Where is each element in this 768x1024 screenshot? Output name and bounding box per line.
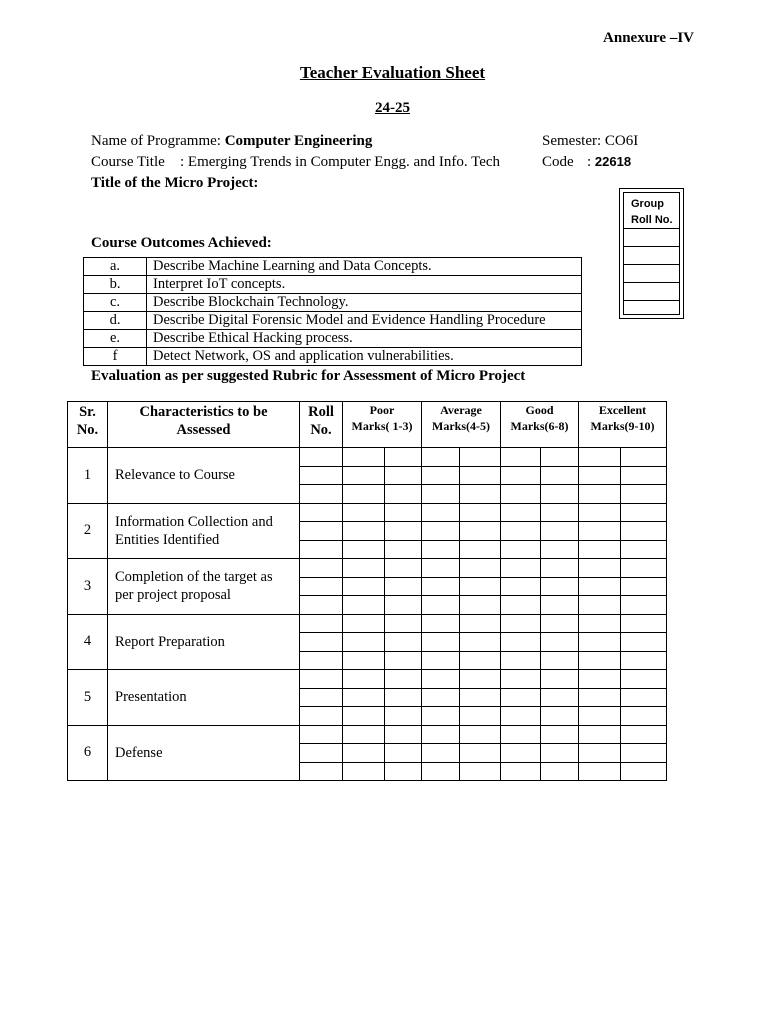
marks-cell[interactable] [343,688,385,707]
marks-cell[interactable] [343,448,385,467]
marks-cell[interactable] [460,522,501,541]
code-value: 22618 [594,154,632,169]
characteristic-line1: Report Preparation [115,633,225,650]
marks-cell[interactable] [541,688,579,707]
marks-cell[interactable] [621,448,667,467]
marks-cell[interactable] [422,633,460,652]
marks-cell[interactable] [422,577,460,596]
marks-cell[interactable] [422,725,460,744]
roll-header-line2: No. [310,422,332,438]
marks-cell[interactable] [460,762,501,781]
rubric-characteristic [108,448,300,504]
outcome-letter: a. [84,258,147,276]
marks-cell[interactable] [385,614,422,633]
marks-cell[interactable] [385,448,422,467]
marks-cell[interactable] [579,725,621,744]
rubric-sr-no: 3 [68,559,108,615]
marks-cell[interactable] [579,707,621,726]
roll-no-cell[interactable] [300,707,343,726]
marks-cell[interactable] [460,540,501,559]
marks-cell[interactable] [541,596,579,615]
characteristic-line1: Relevance to Course [115,467,235,484]
marks-cell[interactable] [460,744,501,763]
marks-cell[interactable] [579,651,621,670]
marks-cell[interactable] [541,466,579,485]
marks-cell[interactable] [621,540,667,559]
marks-cell[interactable] [460,466,501,485]
rubric-sr-no: 5 [68,670,108,726]
marks-cell[interactable] [460,688,501,707]
page-title: Teacher Evaluation Sheet [299,63,486,82]
marks-cell[interactable] [422,485,460,504]
roll-no-cell[interactable] [300,485,343,504]
marks-cell[interactable] [579,614,621,633]
marks-cell[interactable] [541,503,579,522]
code-line [587,154,631,171]
course-title-label: Course Title [91,154,165,170]
programme-line [91,133,372,150]
average-header-line1: Average [440,403,482,417]
outcome-text: Describe Blockchain Technology. [147,294,582,312]
marks-cell[interactable] [385,596,422,615]
marks-cell[interactable] [343,540,385,559]
marks-cell[interactable] [501,485,541,504]
outcome-text: Interpret IoT concepts. [147,276,582,294]
marks-cell[interactable] [460,651,501,670]
marks-cell[interactable] [621,503,667,522]
marks-cell[interactable] [460,596,501,615]
marks-cell[interactable] [460,633,501,652]
marks-cell[interactable] [541,448,579,467]
sr-no-header [68,402,108,448]
outcome-text: Describe Ethical Hacking process. [147,330,582,348]
characteristic-line1: Defense [115,744,163,761]
marks-cell[interactable] [422,651,460,670]
marks-cell[interactable] [579,559,621,578]
good-header [501,402,579,448]
excellent-header-line1: Excellent [598,403,647,417]
marks-cell[interactable] [501,688,541,707]
marks-cell[interactable] [422,466,460,485]
marks-cell[interactable] [343,485,385,504]
marks-cell[interactable] [541,670,579,689]
marks-cell[interactable] [541,744,579,763]
marks-cell[interactable] [460,614,501,633]
marks-cell[interactable] [579,762,621,781]
rubric-sr-no: 1 [68,448,108,504]
marks-cell[interactable] [343,596,385,615]
marks-cell[interactable] [501,466,541,485]
marks-cell[interactable] [343,725,385,744]
characteristics-header [108,402,300,448]
course-outcomes-table [83,257,582,366]
group-roll-cell[interactable] [624,283,679,301]
code-label: Code [542,154,574,170]
roll-no-cell[interactable] [300,596,343,615]
roll-no-cell[interactable] [300,540,343,559]
marks-cell[interactable] [422,670,460,689]
group-roll-cell[interactable] [624,301,679,319]
marks-cell[interactable] [541,651,579,670]
sr-header-line1: Sr. [79,404,96,420]
rubric-heading: Evaluation as per suggested Rubric for Assessment of Micro Project [91,368,526,384]
marks-cell[interactable] [422,448,460,467]
group-roll-title-line2: Roll No. [631,214,673,226]
rubric-sub-row [68,725,667,744]
marks-cell[interactable] [385,559,422,578]
marks-cell[interactable] [501,559,541,578]
marks-cell[interactable] [422,762,460,781]
marks-cell[interactable] [343,707,385,726]
marks-cell[interactable] [422,688,460,707]
marks-cell[interactable] [343,633,385,652]
group-roll-cell[interactable] [624,247,679,265]
rubric-body [68,448,667,781]
marks-cell[interactable] [579,448,621,467]
marks-cell[interactable] [460,707,501,726]
roll-no-cell[interactable] [300,688,343,707]
outcome-text: Detect Network, OS and application vulnerabilities. [147,348,582,366]
marks-cell[interactable] [579,540,621,559]
marks-cell[interactable] [579,522,621,541]
marks-cell[interactable] [501,670,541,689]
marks-cell[interactable] [385,688,422,707]
academic-year: 24-25 [375,100,410,116]
marks-cell[interactable] [460,503,501,522]
marks-cell[interactable] [460,559,501,578]
rubric-sr-no: 6 [68,725,108,781]
good-header-line1: Good [525,403,554,417]
marks-cell[interactable] [422,614,460,633]
marks-cell[interactable] [343,651,385,670]
semester-text: Semester: CO6I [542,133,639,149]
roll-no-cell[interactable] [300,448,343,467]
marks-cell[interactable] [460,485,501,504]
rubric-table [67,401,667,781]
marks-cell[interactable] [343,559,385,578]
group-roll-box [619,188,684,319]
marks-cell[interactable] [385,577,422,596]
average-header-line2: Marks(4-5) [432,419,490,433]
marks-cell[interactable] [621,670,667,689]
marks-cell[interactable] [501,614,541,633]
sr-header-line2: No. [76,422,99,438]
marks-cell[interactable] [579,688,621,707]
marks-cell[interactable] [579,633,621,652]
outcome-letter: c. [84,294,147,312]
characteristic-line2: per project proposal [115,587,231,604]
marks-cell[interactable] [541,633,579,652]
excellent-header-line2: Marks(9-10) [590,419,655,433]
marks-cell[interactable] [422,707,460,726]
marks-cell[interactable] [422,522,460,541]
marks-cell[interactable] [385,651,422,670]
course-outcomes-heading: Course Outcomes Achieved: [91,235,272,251]
marks-cell[interactable] [343,614,385,633]
marks-cell[interactable] [385,725,422,744]
rubric-header-row [68,402,667,448]
marks-cell[interactable] [621,744,667,763]
marks-cell[interactable] [422,744,460,763]
rubric-characteristic [108,725,300,781]
roll-no-cell[interactable] [300,633,343,652]
marks-cell[interactable] [385,522,422,541]
marks-cell[interactable] [385,466,422,485]
marks-cell[interactable] [343,503,385,522]
roll-header-line1: Roll [308,404,334,420]
marks-cell[interactable] [501,744,541,763]
marks-cell[interactable] [621,522,667,541]
marks-cell[interactable] [579,503,621,522]
marks-cell[interactable] [621,651,667,670]
marks-cell[interactable] [541,725,579,744]
marks-cell[interactable] [501,522,541,541]
characteristic-line1: Completion of the target as [115,569,273,586]
poor-header-line1: Poor [369,403,395,417]
code-colon: : [587,154,595,170]
marks-cell[interactable] [621,725,667,744]
outcome-letter: b. [84,276,147,294]
outcome-text: Describe Digital Forensic Model and Evidence Handling Procedure [147,312,582,330]
rubric-characteristic [108,559,300,615]
marks-cell[interactable] [501,651,541,670]
group-roll-title-line1: Group [631,198,664,210]
micro-project-title-label: Title of the Micro Project: [91,175,259,191]
roll-no-cell[interactable] [300,744,343,763]
good-header-line2: Marks(6-8) [510,419,569,433]
marks-cell[interactable] [621,762,667,781]
marks-cell[interactable] [422,540,460,559]
rubric-characteristic [108,503,300,559]
marks-cell[interactable] [343,762,385,781]
rubric-sr-no: 4 [68,614,108,670]
marks-cell[interactable] [621,559,667,578]
marks-cell[interactable] [501,762,541,781]
marks-cell[interactable] [385,540,422,559]
roll-no-cell[interactable] [300,762,343,781]
outcome-row [84,312,582,330]
roll-no-cell[interactable] [300,522,343,541]
marks-cell[interactable] [422,559,460,578]
marks-cell[interactable] [460,725,501,744]
marks-cell[interactable] [343,522,385,541]
outcome-row [84,330,582,348]
marks-cell[interactable] [621,707,667,726]
marks-cell[interactable] [621,688,667,707]
outcome-text: Describe Machine Learning and Data Concepts. [147,258,582,276]
marks-cell[interactable] [579,466,621,485]
excellent-header [579,402,667,448]
rubric-characteristic [108,614,300,670]
average-header [422,402,501,448]
characteristic-line1: Information Collection and [115,513,273,530]
marks-cell[interactable] [541,540,579,559]
roll-no-cell[interactable] [300,725,343,744]
roll-no-cell[interactable] [300,466,343,485]
outcome-row [84,258,582,276]
roll-no-cell[interactable] [300,559,343,578]
char-header-line2: Assessed [176,422,231,438]
outcome-letter: d. [84,312,147,330]
marks-cell[interactable] [501,633,541,652]
marks-cell[interactable] [385,485,422,504]
marks-cell[interactable] [501,596,541,615]
marks-cell[interactable] [422,503,460,522]
marks-cell[interactable] [579,596,621,615]
course-title-value: : Emerging Trends in Computer Engg. and Info. Tech [180,154,501,170]
programme-value: Computer Engineering [224,133,373,149]
marks-cell[interactable] [385,744,422,763]
marks-cell[interactable] [343,744,385,763]
group-roll-cell[interactable] [624,265,679,283]
roll-no-cell[interactable] [300,670,343,689]
roll-no-header [300,402,343,448]
marks-cell[interactable] [621,485,667,504]
programme-label: Name of Programme: [91,133,225,149]
poor-header [343,402,422,448]
marks-cell[interactable] [501,577,541,596]
marks-cell[interactable] [385,762,422,781]
characteristic-line2: Entities Identified [115,531,220,548]
marks-cell[interactable] [541,559,579,578]
outcome-row [84,348,582,366]
outcome-row [84,276,582,294]
marks-cell[interactable] [343,577,385,596]
roll-no-cell[interactable] [300,614,343,633]
rubric-sub-row [68,559,667,578]
rubric-sub-row [68,670,667,689]
marks-cell[interactable] [541,707,579,726]
marks-cell[interactable] [501,540,541,559]
group-roll-inner [623,192,680,315]
marks-cell[interactable] [460,448,501,467]
marks-cell[interactable] [621,596,667,615]
marks-cell[interactable] [343,670,385,689]
marks-cell[interactable] [460,577,501,596]
marks-cell[interactable] [541,522,579,541]
outcome-letter: e. [84,330,147,348]
marks-cell[interactable] [541,485,579,504]
marks-cell[interactable] [541,762,579,781]
roll-no-cell[interactable] [300,651,343,670]
marks-cell[interactable] [621,614,667,633]
rubric-sub-row [68,614,667,633]
marks-cell[interactable] [621,466,667,485]
marks-cell[interactable] [385,633,422,652]
marks-cell[interactable] [501,707,541,726]
marks-cell[interactable] [385,670,422,689]
marks-cell[interactable] [501,503,541,522]
marks-cell[interactable] [579,577,621,596]
rubric-characteristic [108,670,300,726]
marks-cell[interactable] [621,577,667,596]
annexure-label: Annexure –IV [603,30,694,46]
marks-cell[interactable] [343,466,385,485]
poor-header-line2: Marks( 1-3) [351,419,413,433]
marks-cell[interactable] [541,614,579,633]
marks-cell[interactable] [541,577,579,596]
marks-cell[interactable] [579,744,621,763]
marks-cell[interactable] [385,707,422,726]
marks-cell[interactable] [385,503,422,522]
marks-cell[interactable] [579,485,621,504]
group-roll-cell[interactable] [624,229,679,247]
roll-no-cell[interactable] [300,503,343,522]
rubric-sr-no: 2 [68,503,108,559]
char-header-line1: Characteristics to be [139,404,268,420]
marks-cell[interactable] [460,670,501,689]
characteristic-line1: Presentation [115,689,187,706]
roll-no-cell[interactable] [300,577,343,596]
rubric-sub-row [68,448,667,467]
outcome-row [84,294,582,312]
marks-cell[interactable] [501,448,541,467]
rubric-sub-row [68,503,667,522]
outcome-letter: f [84,348,147,366]
marks-cell[interactable] [501,725,541,744]
marks-cell[interactable] [621,633,667,652]
marks-cell[interactable] [579,670,621,689]
group-roll-header [624,193,679,229]
marks-cell[interactable] [422,596,460,615]
